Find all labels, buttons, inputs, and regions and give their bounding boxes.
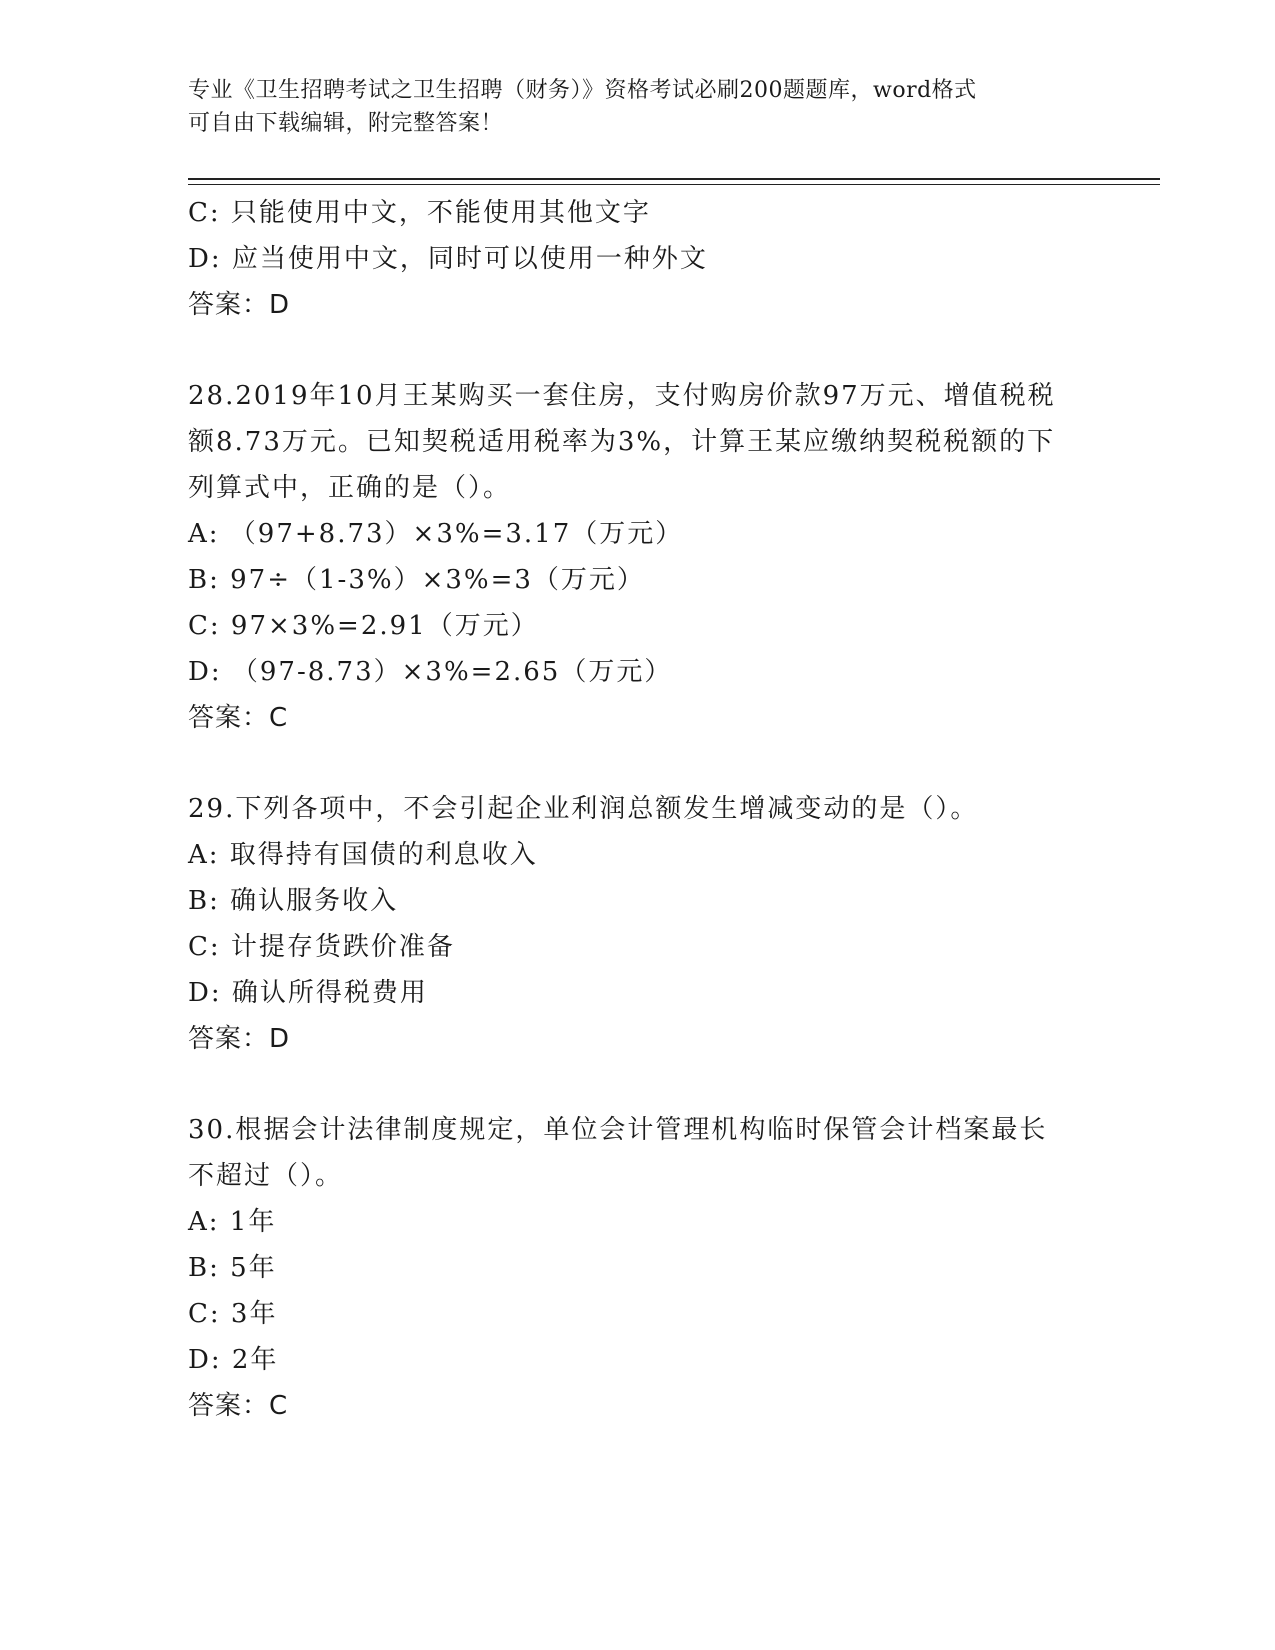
option-a: A: 取得持有国债的利息收入 xyxy=(188,840,538,870)
question-30 xyxy=(188,1107,1148,1429)
header-divider-thin xyxy=(188,184,1160,185)
answer-line: 答案：C xyxy=(188,703,289,733)
question-29 xyxy=(188,786,1148,1062)
option-c: C: 只能使用中文，不能使用其他文字 xyxy=(188,198,651,228)
option-a: A: 1年 xyxy=(188,1207,277,1237)
question-stem-line: 不超过（）。 xyxy=(188,1161,344,1191)
option-d: D: 应当使用中文，同时可以使用一种外文 xyxy=(188,244,708,274)
question-stem-line: 列算式中，正确的是（）。 xyxy=(188,473,512,503)
option-c: C: 计提存货跌价准备 xyxy=(188,932,455,962)
option-d: D: 确认所得税费用 xyxy=(188,978,428,1008)
header-divider-thick xyxy=(188,178,1160,180)
question-stem-line: 28.2019年10月王某购买一套住房，支付购房价款97万元、增值税税 xyxy=(188,381,1056,411)
document-header xyxy=(188,74,1088,140)
option-c: C: 97×3%=2.91（万元） xyxy=(188,611,539,641)
option-d: D: （97-8.73）×3%=2.65（万元） xyxy=(188,657,673,687)
question-stem-line: 额8.73万元。已知契税适用税率为3%，计算王某应缴纳契税税额的下 xyxy=(188,427,1056,457)
question-28 xyxy=(188,373,1148,741)
question-stem-line: 29.下列各项中，不会引起企业利润总额发生增减变动的是（）。 xyxy=(188,794,979,824)
option-b: B: 确认服务收入 xyxy=(188,886,399,916)
option-c: C: 3年 xyxy=(188,1299,278,1329)
option-a: A: （97+8.73）×3%=3.17（万元） xyxy=(188,519,684,549)
spacer xyxy=(188,328,1148,373)
question-stem-line: 30.根据会计法律制度规定，单位会计管理机构临时保管会计档案最长 xyxy=(188,1115,1048,1145)
option-b: B: 5年 xyxy=(188,1253,277,1283)
option-d: D: 2年 xyxy=(188,1345,279,1375)
header-line-2: 可自由下载编辑，附完整答案！ xyxy=(188,111,504,136)
answer-line: 答案：C xyxy=(188,1391,289,1421)
answer-line: 答案：D xyxy=(188,290,291,320)
spacer xyxy=(188,1062,1148,1107)
document-body xyxy=(188,190,1148,1429)
spacer xyxy=(188,741,1148,786)
question-27 xyxy=(188,190,1148,328)
answer-line: 答案：D xyxy=(188,1024,291,1054)
header-line-1: 专业《卫生招聘考试之卫生招聘（财务）》资格考试必刷200题题库，word格式 xyxy=(188,78,977,103)
option-b: B: 97÷（1-3%）×3%=3（万元） xyxy=(188,565,645,595)
